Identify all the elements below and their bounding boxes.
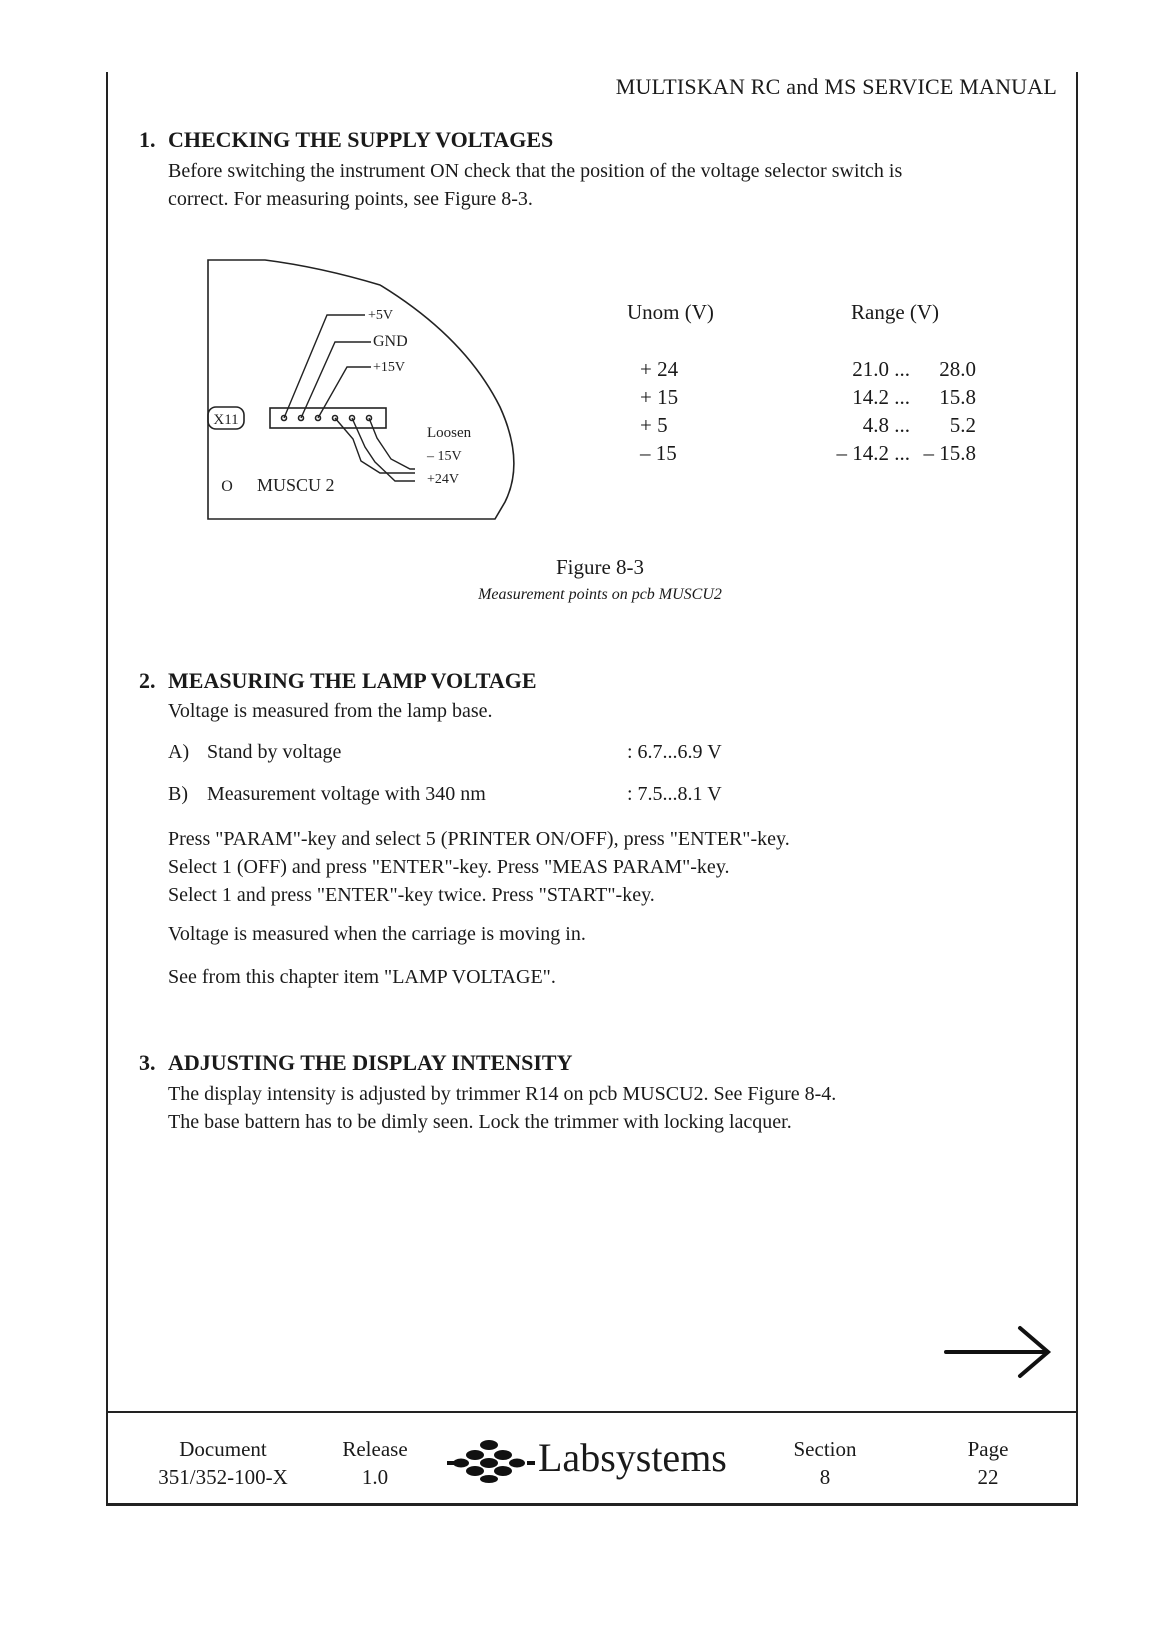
footer-page-label: Page <box>967 1437 1009 1461</box>
item-a-label: A) <box>168 741 190 763</box>
label-minus15v: – 15V <box>427 449 462 464</box>
figure-title: Figure 8-3 <box>555 555 645 579</box>
section-3-body <box>168 1080 1068 1136</box>
frame-left-rule <box>106 72 108 1504</box>
table-cell-unom: + 15 <box>640 385 679 409</box>
section-2-heading <box>139 668 537 694</box>
section-2-number: 2. <box>139 668 156 693</box>
section-1-title: CHECKING THE SUPPLY VOLTAGES <box>168 127 554 152</box>
frame-right-rule <box>1076 72 1078 1504</box>
footer-document-value: 351/352-100-X <box>158 1465 288 1489</box>
connector-label: X11 <box>213 412 239 428</box>
label-plus5v: +5V <box>368 308 394 323</box>
running-header: MULTISKAN RC and MS SERVICE MANUAL <box>615 74 1057 99</box>
section-2-instructions <box>168 825 1068 909</box>
footer-release <box>330 1435 420 1491</box>
section-2-title: MEASURING THE LAMP VOLTAGE <box>168 668 537 693</box>
labsystems-logo-icon <box>447 1437 537 1483</box>
table-column-range-high <box>912 355 976 467</box>
table-cell-range-low: 14.2 ... <box>852 385 910 409</box>
label-plus15v: +15V <box>373 360 406 375</box>
item-a-value: : 6.7...6.9 V <box>627 741 722 763</box>
section-1-body-line: Before switching the instrument ON check that the position of the voltage selector switch is <box>168 160 903 182</box>
footer-release-label: Release <box>342 1437 408 1461</box>
table-cell-range-low: – 14.2 ... <box>836 441 910 465</box>
brand-wordmark: Labsystems <box>538 1435 727 1480</box>
section-1-body-line: correct. For measuring points, see Figure 8-3. <box>168 188 533 210</box>
section-3-body-line: The base battern has to be dimly seen. Lock the trimmer with locking lacquer. <box>168 1111 792 1133</box>
footer-section-label: Section <box>793 1437 857 1461</box>
table-header-range: Range (V) <box>851 300 940 324</box>
arrow-right-icon <box>942 1322 1054 1382</box>
table-cell-range-high: 15.8 <box>939 385 976 409</box>
label-loosen: Loosen <box>427 425 472 441</box>
table-cell-unom: + 24 <box>640 357 679 381</box>
muscu2-measurement-diagram <box>205 257 545 522</box>
instruction-line: Select 1 (OFF) and press "ENTER"-key. Press "MEAS PARAM"-key. <box>168 856 730 878</box>
board-marker: O <box>221 478 233 495</box>
footer-section-value: 8 <box>819 1465 831 1489</box>
footer-document-label: Document <box>179 1437 267 1461</box>
table-header-unom: Unom (V) <box>627 300 714 324</box>
instruction-line: Press "PARAM"-key and select 5 (PRINTER ON/OFF), press "ENTER"-key. <box>168 828 790 850</box>
item-a-text: Stand by voltage <box>207 741 342 763</box>
item-b-text: Measurement voltage with 340 nm <box>207 783 486 805</box>
footer-release-value: 1.0 <box>361 1465 389 1489</box>
item-b-value: : 7.5...8.1 V <box>627 783 722 805</box>
table-cell-range-low: 21.0 ... <box>852 357 910 381</box>
pcb-outline <box>208 260 514 519</box>
section-2-intro: Voltage is measured from the lamp base. <box>168 700 493 722</box>
table-cell-range-high: – 15.8 <box>923 441 976 465</box>
table-cell-range-low: 4.8 ... <box>862 413 910 437</box>
table-column-unom <box>640 355 690 467</box>
section-3-heading <box>139 1050 572 1076</box>
figure-caption: Measurement points on pcb MUSCU2 <box>478 586 722 603</box>
connector-pins <box>282 416 372 421</box>
item-b-label: B) <box>168 783 188 805</box>
table-cell-unom: + 5 <box>640 413 668 437</box>
footer-document <box>148 1435 298 1491</box>
section-3-title: ADJUSTING THE DISPLAY INTENSITY <box>168 1050 573 1075</box>
table-cell-range-high: 5.2 <box>949 413 976 437</box>
instruction-line: Select 1 and press "ENTER"-key twice. Press "START"-key. <box>168 884 655 906</box>
frame-bottom-rule <box>106 1503 1078 1506</box>
footer-page <box>948 1435 1028 1491</box>
board-label: MUSCU 2 <box>257 475 335 495</box>
label-gnd: GND <box>373 333 408 350</box>
table-column-range-low <box>800 355 910 467</box>
table-cell-unom: – 15 <box>640 441 677 465</box>
section-1-heading <box>139 127 553 153</box>
section-1-number: 1. <box>139 127 156 152</box>
footer-section <box>775 1435 875 1491</box>
label-plus24v: +24V <box>427 472 460 487</box>
section-3-number: 3. <box>139 1050 156 1075</box>
section-2-note: See from this chapter item "LAMP VOLTAGE". <box>168 966 556 988</box>
footer-rule <box>106 1411 1078 1413</box>
section-1-body <box>168 157 1068 213</box>
section-3-body-line: The display intensity is adjusted by trimmer R14 on pcb MUSCU2. See Figure 8-4. <box>168 1083 837 1105</box>
footer-page-value: 22 <box>977 1465 999 1489</box>
section-2-note: Voltage is measured when the carriage is moving in. <box>168 923 586 945</box>
table-cell-range-high: 28.0 <box>939 357 976 381</box>
